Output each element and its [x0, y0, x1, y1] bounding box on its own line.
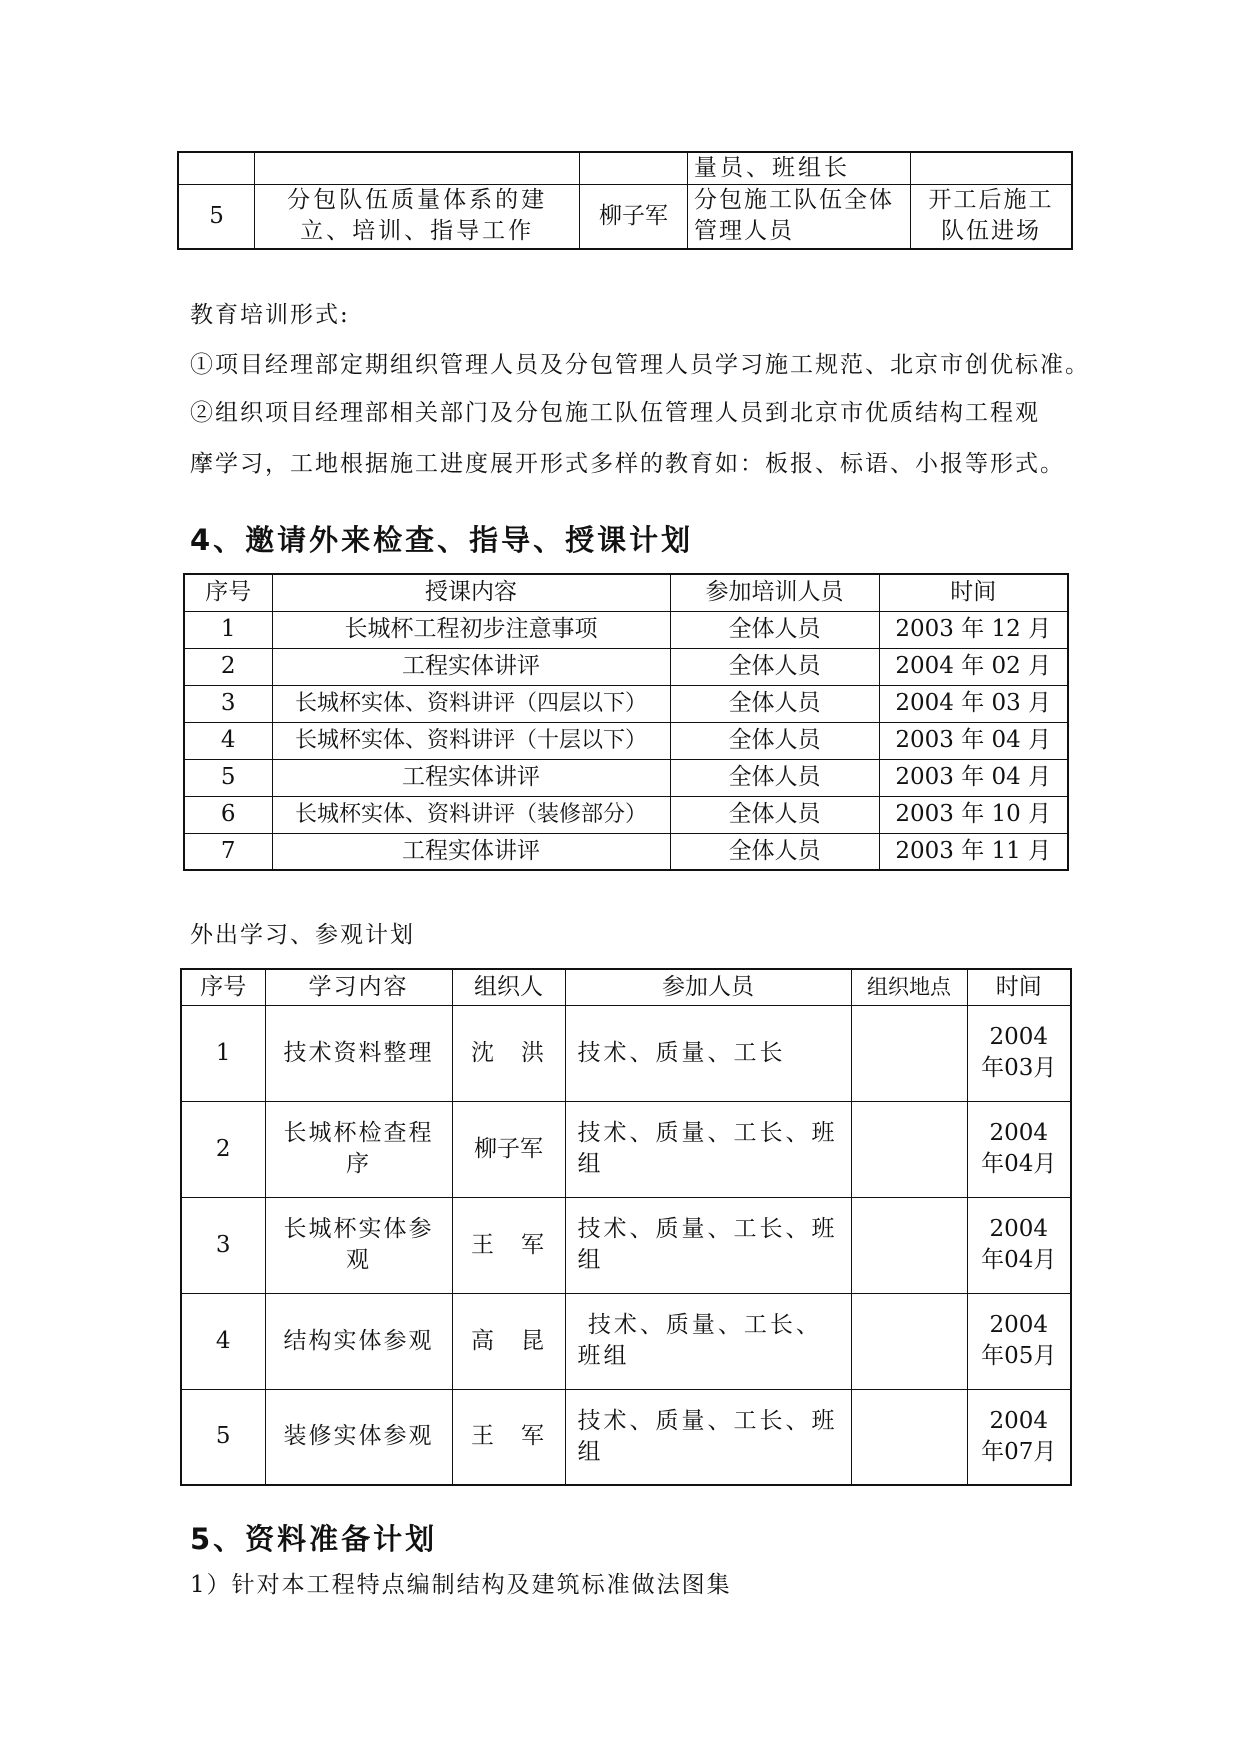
content-cell: 分包队伍质量体系的建立、培训、指导工作: [255, 185, 580, 249]
participants-cell: 全体人员: [670, 722, 879, 759]
table-header-row: [184, 574, 1068, 611]
section-5-heading: 5、资料准备计划: [190, 1522, 438, 1556]
table-row: [184, 759, 1068, 796]
time-cell: 2004 年 03 月: [879, 685, 1068, 722]
content-cell: 长城杯工程初步注意事项: [272, 611, 670, 648]
time-cell: 2004年03月: [967, 1005, 1071, 1101]
organizer-cell: 高 昆: [452, 1293, 565, 1389]
seq-cell: 1: [181, 1005, 265, 1101]
participants-cell: 技术、质量、工长: [565, 1005, 851, 1101]
seq-cell: 4: [184, 722, 272, 759]
header-seq: 序号: [181, 969, 265, 1005]
content-cell: 长城杯实体参观: [265, 1197, 452, 1293]
seq-cell: 2: [184, 648, 272, 685]
content-cell: 工程实体讲评: [272, 648, 670, 685]
header-participants: 参加培训人员: [670, 574, 879, 611]
content-cell: 工程实体讲评: [272, 833, 670, 870]
header-time: 时间: [879, 574, 1068, 611]
table-header-row: [181, 969, 1071, 1005]
table-row: [184, 685, 1068, 722]
table-row: [184, 833, 1068, 870]
content-cell: 结构实体参观: [265, 1293, 452, 1389]
participants-cell: 技术、质量、工长、班组: [565, 1293, 851, 1389]
seq-cell: 3: [184, 685, 272, 722]
table-row: [181, 1197, 1071, 1293]
organizer-cell: 王 军: [452, 1389, 565, 1485]
table-row: [178, 152, 1072, 185]
participants-cell: 分包施工队伍全体管理人员: [688, 185, 911, 249]
time-cell: 2003 年 11 月: [879, 833, 1068, 870]
organizer-cell: 柳子军: [452, 1101, 565, 1197]
lecture-plan-table: [183, 573, 1069, 871]
organizer-cell: 王 军: [452, 1197, 565, 1293]
table-row: [178, 185, 1072, 249]
participants-cell: 技术、质量、工长、班组: [565, 1101, 851, 1197]
study-plan-table: [180, 968, 1072, 1486]
location-cell: [851, 1293, 967, 1389]
training-form-item-2-line-1: ②组织项目经理部相关部门及分包施工队伍管理人员到北京市优质结构工程观: [190, 400, 1040, 426]
participants-cell: 全体人员: [670, 796, 879, 833]
seq-cell: 1: [184, 611, 272, 648]
content-cell: 长城杯实体、资料讲评（十层以下）: [272, 722, 670, 759]
participants-cell: 全体人员: [670, 759, 879, 796]
time-cell: [911, 152, 1072, 185]
time-cell: 2004年04月: [967, 1101, 1071, 1197]
training-form-title: 教育培训形式:: [190, 302, 350, 328]
seq-cell: 3: [181, 1197, 265, 1293]
header-time: 时间: [967, 969, 1071, 1005]
location-cell: [851, 1197, 967, 1293]
seq-cell: 4: [181, 1293, 265, 1389]
content-cell: 长城杯检查程序: [265, 1101, 452, 1197]
table-row: [184, 796, 1068, 833]
participants-cell: 技术、质量、工长、班组: [565, 1389, 851, 1485]
table-row: [181, 1293, 1071, 1389]
location-cell: [851, 1005, 967, 1101]
study-plan-title: 外出学习、参观计划: [190, 922, 415, 948]
content-cell: 装修实体参观: [265, 1389, 452, 1485]
time-cell: 2003 年 12 月: [879, 611, 1068, 648]
time-cell: 2004年07月: [967, 1389, 1071, 1485]
seq-cell: 5: [181, 1389, 265, 1485]
header-location: 组织地点: [851, 969, 967, 1005]
time-cell: 2003 年 04 月: [879, 759, 1068, 796]
time-cell: 2004 年 02 月: [879, 648, 1068, 685]
participants-cell: 全体人员: [670, 611, 879, 648]
header-content: 授课内容: [272, 574, 670, 611]
organizer-cell: 沈 洪: [452, 1005, 565, 1101]
time-cell: 2004年04月: [967, 1197, 1071, 1293]
header-seq: 序号: [184, 574, 272, 611]
content-cell: 工程实体讲评: [272, 759, 670, 796]
time-cell: 2003 年 10 月: [879, 796, 1068, 833]
table-row: [184, 722, 1068, 759]
header-content: 学习内容: [265, 969, 452, 1005]
training-form-item-2-line-2: 摩学习，工地根据施工进度展开形式多样的教育如：板报、标语、小报等形式。: [190, 451, 1065, 477]
person-cell: [580, 152, 688, 185]
training-form-item-1: ①项目经理部定期组织管理人员及分包管理人员学习施工规范、北京市创优标准。: [190, 352, 1090, 378]
seq-cell: 6: [184, 796, 272, 833]
top-table: [177, 151, 1073, 250]
seq-cell: 5: [178, 185, 255, 249]
participants-cell: 全体人员: [670, 833, 879, 870]
seq-cell: 5: [184, 759, 272, 796]
content-cell: 长城杯实体、资料讲评（装修部分）: [272, 796, 670, 833]
table-row: [181, 1101, 1071, 1197]
participants-cell: 量员、班组长: [688, 152, 911, 185]
content-cell: [255, 152, 580, 185]
table-row: [184, 611, 1068, 648]
table-row: [184, 648, 1068, 685]
participants-cell: 全体人员: [670, 685, 879, 722]
header-organizer: 组织人: [452, 969, 565, 1005]
location-cell: [851, 1101, 967, 1197]
time-cell: 2004年05月: [967, 1293, 1071, 1389]
person-cell: 柳子军: [580, 185, 688, 249]
section-4-heading: 4、邀请外来检查、指导、授课计划: [190, 523, 694, 557]
content-cell: 长城杯实体、资料讲评（四层以下）: [272, 685, 670, 722]
time-cell: 开工后施工队伍进场: [911, 185, 1072, 249]
seq-cell: [178, 152, 255, 185]
time-cell: 2003 年 04 月: [879, 722, 1068, 759]
participants-cell: 全体人员: [670, 648, 879, 685]
header-participants: 参加人员: [565, 969, 851, 1005]
location-cell: [851, 1389, 967, 1485]
participants-cell: 技术、质量、工长、班组: [565, 1197, 851, 1293]
seq-cell: 2: [181, 1101, 265, 1197]
section-5-item-1: 1）针对本工程特点编制结构及建筑标准做法图集: [190, 1572, 732, 1598]
content-cell: 技术资料整理: [265, 1005, 452, 1101]
table-row: [181, 1005, 1071, 1101]
table-row: [181, 1389, 1071, 1485]
seq-cell: 7: [184, 833, 272, 870]
